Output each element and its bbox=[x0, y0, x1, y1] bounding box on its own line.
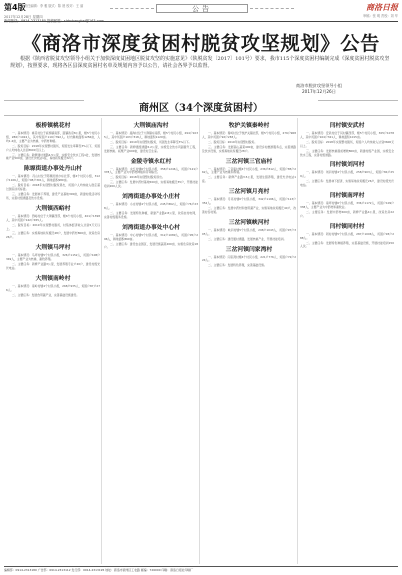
village-heading: 金陵寺镇永红村 bbox=[130, 158, 172, 165]
village-text: 二、主要任务：发展食用菌产业，完善基础设施建设。 bbox=[12, 292, 80, 297]
article-column bbox=[6, 118, 100, 564]
village-text: 三、主要任务：发展高山蔬菜400亩，建设乡村旅游服务点，完善道路及饮水设施，实施易地扶贫搬迁28户。 bbox=[202, 144, 296, 153]
masthead-right-info: 审稿：张 明 责校：刘 华 bbox=[363, 14, 398, 18]
village-text: 一、基本情况：庙沟村位于大荆镇东南部，辖5个村民小组，294户1035人，其中贫困户103户318人，耕地面积1120亩。 bbox=[104, 131, 198, 139]
village-text: 三、主要任务：发展林下养殖，建设产业基地300亩，新建村级活动场所，完善村组道路及饮水设施。 bbox=[6, 191, 100, 200]
village-heading: 大荆镇庙沟村 bbox=[133, 123, 169, 129]
village-heading: 三岔河镇闫家湾村 bbox=[225, 246, 273, 253]
village-heading: 刘湾街道办事处小庄村 bbox=[122, 194, 180, 201]
newspaper-logo: 商洛日报 bbox=[366, 2, 398, 12]
village-text: 一、基本情况：南岭村辖4个村民小组，268户935人，贫困户87户276人。 bbox=[6, 283, 100, 292]
village-text: 二、主要任务：建设通村道路，发展核桃产业，开展技能培训。 bbox=[208, 236, 287, 241]
village-heading: 牧护关镇秦岭村 bbox=[228, 123, 270, 129]
village-text: 三、主要任务：发展中药材基地500亩，实施易地搬迁35户，开展技能培训200人次。 bbox=[104, 180, 198, 189]
footer-text: 编辑部：0914-2313180 广告部：0914-2313112 发行部：0914-2313195 地址：商洛市商州区工农路 邮编：726000 印刷：商洛日报社印刷厂 bbox=[4, 568, 194, 572]
signature-org: 商洛市脱贫攻坚领导小组 bbox=[295, 83, 342, 88]
section-rule-left bbox=[4, 100, 84, 101]
village-text: 一、基本情况：西峪村位于大荆镇西部，辖6个村民小组，401户1398人，其中贫困户142户455人。 bbox=[6, 213, 100, 222]
masthead-right bbox=[363, 2, 398, 18]
village-heading: 陈塬街道办事处丹山村 bbox=[24, 166, 82, 173]
village-heading: 闫村镇刘河村 bbox=[329, 162, 365, 169]
masthead bbox=[0, 0, 402, 22]
village-text: 二、脱贫目标：2019年实现整村脱贫，贫困发生率降至3%以下。 bbox=[110, 139, 192, 144]
village-heading: 闫村镇安武村 bbox=[329, 123, 365, 129]
village-text: 二、脱贫目标：2018年实现整村脱贫，贫困户人均纯收入达到3600元以上。 bbox=[300, 139, 394, 148]
hotline: 新闻热线：0914-2313180 投稿邮箱：slrbshanghai@163.com bbox=[4, 19, 104, 23]
headline: 《商洛市深度贫困村脱贫攻坚规划》公告 bbox=[22, 32, 380, 55]
intro-paragraph: 根据《陕西省脱贫攻坚领导小组关于加快深度贫困地区脱贫攻坚的实施意见》（陕脱贫发〔2017〕101号）要求，我市115个深度贫困村编制完成《深度贫困村脱贫攻坚规划》，按照要求，现将各区县深度贫困村名单及规划内容予以公告，请社会各界予以监督。 bbox=[10, 56, 390, 70]
village-text: 二、脱贫目标：2019年实现整村脱贫，村集体经济收入达到5万元以上。 bbox=[6, 222, 100, 231]
date-line: 2017年12月28日 星期四 bbox=[4, 15, 43, 19]
village-text: 三、主要任务：发展核桃提质增效800亩，新建村级产业园，实施安全饮水工程，完善村组道路。 bbox=[300, 148, 394, 157]
village-text: 一、基本情况：南坪村辖6个村民小组，336户1172人，贫困户109户338人，主要产业为中药材和畜牧业。 bbox=[300, 201, 394, 209]
village-heading: 三岔河镇月亮村 bbox=[228, 189, 270, 196]
column-separator bbox=[199, 118, 200, 564]
village-heading: 大荆镇马坪村 bbox=[35, 245, 71, 252]
column-separator bbox=[297, 118, 298, 564]
village-text: 一、基本情况：峡河村辖5个村民小组，298户1043人，贫困户97户305人。 bbox=[202, 227, 296, 236]
section-divider-right bbox=[250, 8, 294, 9]
village-text: 二、主要任务：发展林下经济，实施易地扶贫搬迁26户，建设村级光伏电站。 bbox=[300, 179, 394, 188]
village-heading: 大荆镇南岭村 bbox=[35, 275, 71, 282]
village-text: 二、主要任务：发展特色种植养殖，完善基础设施，开展技能培训150人次。 bbox=[300, 240, 394, 249]
signature-date: 2017年12月26日 bbox=[302, 89, 336, 95]
village-heading: 三岔河镇峡河村 bbox=[228, 219, 270, 226]
page-number: 第4版 bbox=[4, 3, 26, 12]
village-text: 一、基本情况：闫家湾村辖4个村民小组，221户776人，贫困户72户224人。 bbox=[202, 254, 296, 263]
village-text: 一、基本情况：永红村辖6个村民小组，358户1246人，贫困户121户378人，主要产业为中药材种植和劳务输出。 bbox=[104, 166, 198, 175]
section-title: 商州区（34个深度贫困村） bbox=[139, 103, 263, 114]
village-text: 三、主要任务：实施易地扶贫搬迁48户，发展中药材800亩，改造危房26户。 bbox=[6, 231, 100, 240]
section-rule-bottom bbox=[4, 115, 398, 116]
footer bbox=[4, 566, 398, 572]
article-column bbox=[202, 118, 296, 564]
section-divider-left bbox=[110, 8, 154, 9]
village-text: 一、基本情况：月亮村辖6个村民小组，342户1196人，贫困户113户352人。 bbox=[202, 197, 296, 206]
village-text: 二、主要任务：新修产业路3公里，发展养殖专业户20户，建设村级光伏电站。 bbox=[6, 262, 100, 270]
village-text: 一、基本情况：安武村位于闫村镇西部，辖5个村民小组，305户1078人，其中贫困户104户321人，耕地面积1015亩。 bbox=[300, 131, 394, 139]
village-text: 二、主要任务：发展特色养殖，完善基础设施。 bbox=[208, 263, 267, 268]
village-text: 一、基本情况：同村村辖5个村民小组，287户1006人，贫困户93户288人。 bbox=[300, 231, 394, 240]
section-label-text: 公告 bbox=[192, 4, 212, 13]
village-heading: 闫村镇同村村 bbox=[329, 223, 365, 230]
section-label bbox=[156, 4, 248, 13]
village-text: 二、脱贫目标：2019年实现整村脱贫。 bbox=[208, 139, 258, 144]
village-heading: 板桥镇桃花村 bbox=[35, 123, 71, 129]
village-text: 二、主要任务：发展中药材600亩，新修产业路4公里，改造危房22户。 bbox=[300, 209, 394, 218]
village-text: 一、基本情况：中心村辖5个村民小组，312户1089人，贫困户95户296人，耕地面积860亩。 bbox=[104, 232, 198, 241]
village-text: 三、主要任务：新修通村道路4.5公里，实施安全饮水工程1处，发展核桃产业500亩，建设光伏电站1座，易地扶贫搬迁32户。 bbox=[6, 152, 100, 161]
section-rule-right bbox=[318, 100, 398, 101]
signature bbox=[296, 83, 342, 95]
village-heading: 闫村镇南坪村 bbox=[329, 193, 365, 200]
village-text: 二、脱贫目标：2018年实现整村脱贫退出，贫困户人均纯收入稳定超过国家扶贫标准。 bbox=[6, 183, 100, 192]
village-heading: 大荆镇西峪村 bbox=[35, 205, 71, 212]
village-text: 二、脱贫目标：2018年实现整村脱贫，贫困发生率降至3%以下，贫困户人均纯收入达到3600元以上。 bbox=[6, 143, 100, 152]
village-text: 一、基本情况：三官庙村辖4个村民小组，236户812人，贫困户85户262人，主要产业为核桃和养殖。 bbox=[202, 166, 296, 175]
village-text: 一、基本情况：小庄村辖4个村民小组，245户862人，贫困户76户238人。 bbox=[104, 202, 198, 210]
village-text: 一、基本情况：马坪村辖5个村民小组，326户1152人，贫困户108户349人，主要产业为核桃、畜牧养殖。 bbox=[6, 253, 100, 262]
column-separator bbox=[101, 118, 102, 564]
village-text: 一、基本情况：刘河村辖4个村民小组，258户903人，贫困户84户259人。 bbox=[300, 170, 394, 179]
village-text: 二、主要任务：新修产业路3.5公里，发展生猪养殖，建设光伏电站1座。 bbox=[202, 175, 296, 184]
village-text: 二、主要任务：发展特色种植，新建产业路2.8公里，改造农村电网，完善村级服务设施。 bbox=[104, 210, 198, 219]
village-heading: 刘湾街道办事处中心村 bbox=[122, 224, 180, 231]
village-text: 一、基本情况：秦岭村位于牧护关镇北部，辖5个村民小组，276户968人，其中贫困户92户283人。 bbox=[202, 131, 296, 139]
village-text: 一、基本情况：丹山村位于陈塬街道办东北部，辖4个村民小组，312户1106人，贫困户98户301人，耕地面积980亩。 bbox=[6, 174, 100, 183]
village-text: 二、主要任务：发展中药材和食用菌产业，实施易地扶贫搬迁40户，改善村容村貌。 bbox=[202, 205, 296, 214]
village-text: 二、脱贫目标：2018年实现整村脱贫退出。 bbox=[110, 175, 165, 180]
article-column bbox=[104, 118, 198, 564]
editor-line: 责任编辑：李 雅 版式：陈 晨 校对：王 丽 bbox=[24, 4, 84, 8]
masthead-rule bbox=[4, 21, 398, 22]
article-column bbox=[300, 118, 394, 564]
village-text: 二、主要任务：建设农业园区，发展设施蔬菜200亩，实施危房改造18户。 bbox=[104, 241, 198, 250]
village-text: 三、主要任务：新修通组道路5.2公里，实施安全饮水巩固提升工程，发展核桃、板栗产业600亩，建设村卫生室。 bbox=[104, 144, 198, 153]
village-heading: 三岔河镇三官庙村 bbox=[225, 158, 273, 165]
village-text: 一、基本情况：桃花村位于板桥镇南部，距镇政府8公里，辖5个村民小组，286户1024人，其中贫困户119户392人。村内耕地面积1256亩，人均1.2亩，主要产业为核桃、中药材种植。 bbox=[6, 131, 100, 143]
